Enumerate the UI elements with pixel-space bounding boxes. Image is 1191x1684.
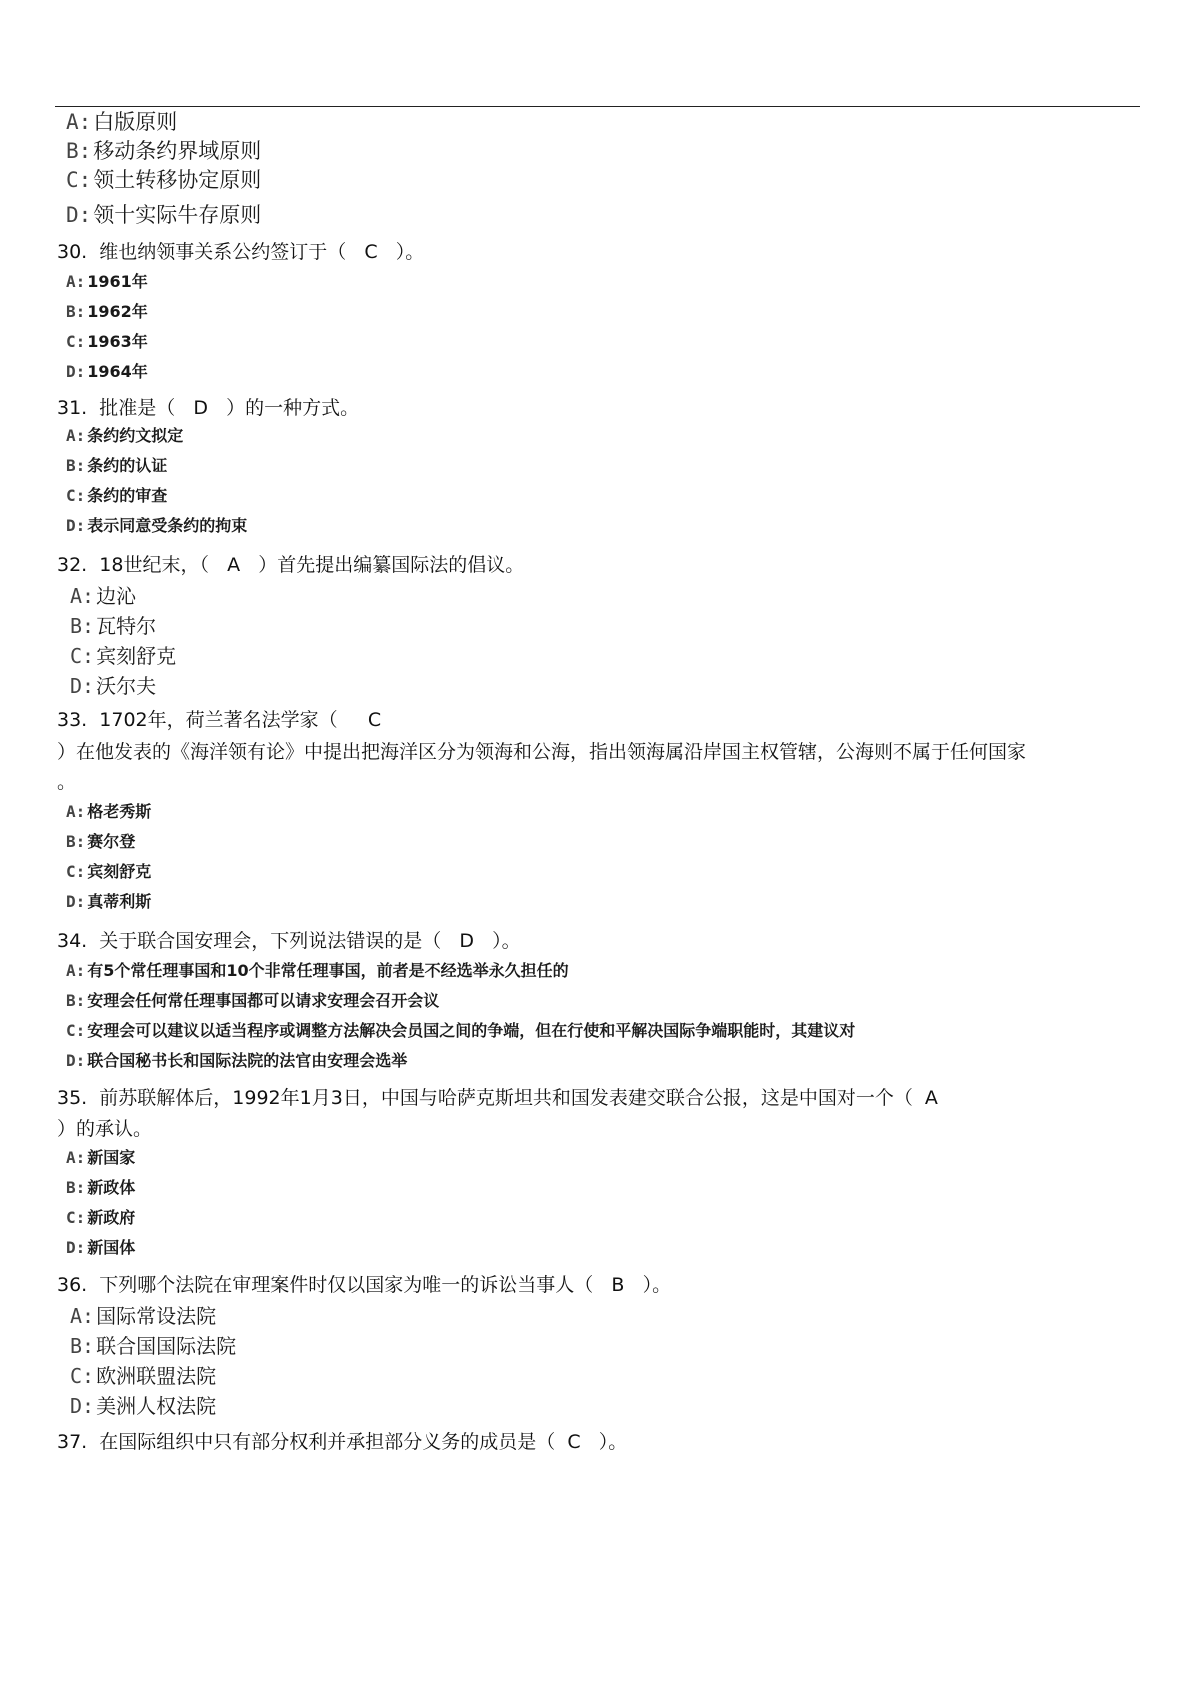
q34-option-b: B: 安理会任何常任理事国都可以请求安理会召开会议 bbox=[66, 991, 440, 1010]
question-37: 37. 在国际组织中只有部分权利并承担部分义务的成员是（ C ）。 bbox=[57, 1431, 628, 1453]
question-33-line-3: 。 bbox=[57, 771, 77, 793]
question-30: 30. 维也纳领事关系公约签订于（ C ）。 bbox=[57, 241, 425, 263]
q30-option-d: D: 1964年 bbox=[66, 362, 148, 381]
question-34: 34. 关于联合国安理会，下列说法错误的是（ D ）。 bbox=[57, 930, 521, 952]
q35-option-a: A: 新国家 bbox=[66, 1148, 136, 1167]
q35-option-d: D: 新国体 bbox=[66, 1238, 136, 1257]
q29-option-a: A:白版原则 bbox=[66, 110, 178, 134]
q33-option-c: C: 宾刻舒克 bbox=[66, 862, 152, 881]
q32-option-d: D: 沃尔夫 bbox=[70, 674, 157, 698]
q32-option-a: A: 边沁 bbox=[70, 584, 137, 608]
q36-option-b: B: 联合国国际法院 bbox=[70, 1334, 237, 1358]
question-33-line-2: ）在他发表的《海洋领有论》中提出把海洋区分为领海和公海，指出领海属沿岸国主权管辖，公海则不属于任何国家 bbox=[57, 741, 1027, 763]
q30-option-b: B: 1962年 bbox=[66, 302, 148, 321]
question-36: 36. 下列哪个法院在审理案件时仅以国家为唯一的诉讼当事人（ B ）。 bbox=[57, 1274, 672, 1296]
q29-option-d: D:领十实际牛存原则 bbox=[66, 203, 262, 227]
q33-option-d: D: 真蒂利斯 bbox=[66, 892, 152, 911]
header-rule bbox=[55, 106, 1140, 107]
q32-option-c: C: 宾刻舒克 bbox=[70, 644, 177, 668]
q34-option-c: C: 安理会可以建议以适当程序或调整方法解决会员国之间的争端，但在行使和平解决国际争端职能时，其建议对 bbox=[66, 1021, 856, 1040]
q31-option-b: B: 条约的认证 bbox=[66, 456, 168, 475]
q33-option-a: A: 格老秀斯 bbox=[66, 802, 152, 821]
question-32: 32. 18世纪末，（ A ）首先提出编纂国际法的倡议。 bbox=[57, 554, 525, 576]
q33-option-b: B: 赛尔登 bbox=[66, 832, 136, 851]
question-35-line-2: ）的承认。 bbox=[57, 1118, 153, 1140]
q30-option-c: C: 1963年 bbox=[66, 332, 148, 351]
q32-option-b: B: 瓦特尔 bbox=[70, 614, 157, 638]
q31-option-a: A: 条约约文拟定 bbox=[66, 426, 184, 445]
question-33-line-1: 33. 1702年，荷兰著名法学家（ C bbox=[57, 709, 382, 731]
q36-option-d: D: 美洲人权法院 bbox=[70, 1394, 217, 1418]
question-35-line-1: 35. 前苏联解体后，1992年1月3日，中国与哈萨克斯坦共和国发表建交联合公报，这是中国对一个（ A bbox=[57, 1087, 938, 1109]
q36-option-c: C: 欧洲联盟法院 bbox=[70, 1364, 217, 1388]
q34-option-a: A: 有5个常任理事国和10个非常任理事国，前者是不经选举永久担任的 bbox=[66, 961, 569, 980]
q35-option-c: C: 新政府 bbox=[66, 1208, 136, 1227]
q31-option-c: C: 条约的审查 bbox=[66, 486, 168, 505]
q29-option-c: C:领土转移协定原则 bbox=[66, 168, 262, 192]
q35-option-b: B: 新政体 bbox=[66, 1178, 136, 1197]
question-31: 31. 批准是（ D ）的一种方式。 bbox=[57, 397, 360, 419]
q29-option-b: B:移动条约界域原则 bbox=[66, 139, 262, 163]
q30-option-a: A: 1961年 bbox=[66, 272, 148, 291]
q34-option-d: D: 联合国秘书长和国际法院的法官由安理会选举 bbox=[66, 1051, 408, 1070]
q31-option-d: D: 表示同意受条约的拘束 bbox=[66, 516, 248, 535]
q36-option-a: A: 国际常设法院 bbox=[70, 1304, 217, 1328]
